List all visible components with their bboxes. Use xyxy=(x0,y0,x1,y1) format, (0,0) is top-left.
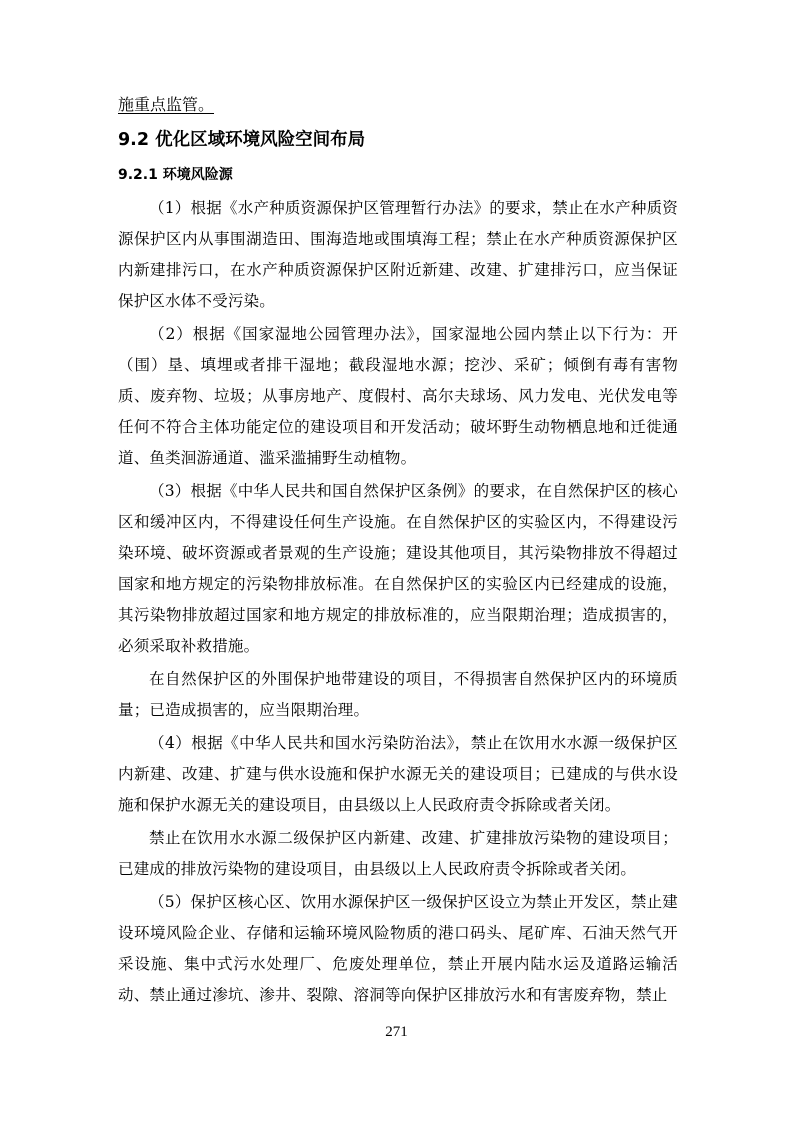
continuation-line xyxy=(118,93,678,117)
section-title: 9.2 优化区域环境风险空间布局 xyxy=(118,130,366,150)
page-content xyxy=(118,93,678,1013)
paragraph-7: （5）保护区核心区、饮用水源保护区一级保护区设立为禁止开发区，禁止建设环境风险企业、存储和运输环境风险物质的港口码头、尾矿库、石油天然气开采设施、集中式污水处理厂、危废处理单位，禁止开展内陆水运及道路运输活动、禁止通过渗坑、渗井、裂隙、溶洞等向保护区排放污水和有害废弃物，禁止 xyxy=(118,893,678,1004)
paragraph-5: （4）根据《中华人民共和国水污染防治法》，禁止在饮用水水源一级保护区内新建、改建、扩建与供水设施和保护水源无关的建设项目；已建成的与供水设施和保护水源无关的建设项目，由县级以上人民政府责令拆除或者关闭。 xyxy=(118,734,678,814)
paragraph-6: 禁止在饮用水水源二级保护区内新建、改建、扩建排放污染物的建设项目；已建成的排放污染物的建设项目，由县级以上人民政府责令拆除或者关闭。 xyxy=(118,829,678,878)
paragraph-1: （1）根据《水产种质资源保护区管理暂行办法》的要求，禁止在水产种质资源保护区内从事围湖造田、围海造地或围填海工程；禁止在水产种质资源保护区内新建排污口，在水产种质资源保护区附近新建、改建、扩建排污口，应当保证保护区水体不受污染。 xyxy=(118,199,678,310)
continuation-text: 施重点监管。 xyxy=(118,95,215,114)
paragraph-2: （2）根据《国家湿地公园管理办法》，国家湿地公园内禁止以下行为：开（围）垦、填埋或者排干湿地；截段湿地水源；挖沙、采矿；倾倒有毒有害物质、废弃物、垃圾；从事房地产、度假村、高尔夫球场、风力发电、光伏发电等任何不符合主体功能定位的建设项目和开发活动；破坏野生动物栖息地和迁徙通道、鱼类洄游通道、滥采滥捕野生动植物。 xyxy=(118,325,678,467)
paragraph-4: 在自然保护区的外围保护地带建设的项目，不得损害自然保护区内的环境质量；已造成损害的，应当限期治理。 xyxy=(118,670,678,719)
paragraph-3: （3）根据《中华人民共和国自然保护区条例》的要求，在自然保护区的核心区和缓冲区内，不得建设任何生产设施。在自然保护区的实验区内，不得建设污染环境、破坏资源或者景观的生产设施；建设其他项目，其污染物排放不得超过国家和地方规定的污染物排放标准。在自然保护区的实验区内已经建成的设施，其污染物排放超过国家和地方规定的排放标准的，应当限期治理；造成损害的，必须采取补救措施。 xyxy=(118,482,678,655)
subsection-title: 9.2.1 环境风险源 xyxy=(118,167,233,183)
page-number: 271 xyxy=(385,1024,408,1040)
